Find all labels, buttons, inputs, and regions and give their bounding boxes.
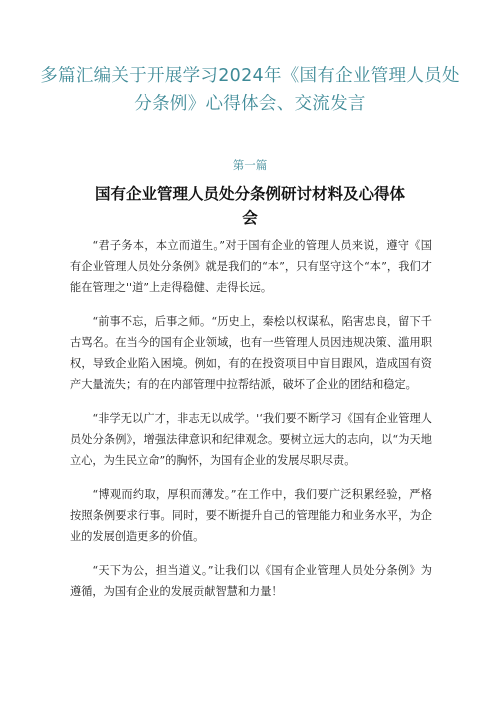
paragraph: “前事不忘，后事之师。“历史上，秦桧以权谋私，陷害忠良，留下千古骂名。在当今的国有企业领域，也有一些管理人员因违规决策、滥用职权，导致企业陷入困境。例如，有的在投资项目中盲目跟风，造成国有资产大量流失；有的在内部管理中拉帮结派，破坏了企业的团结和稳定。 [70, 315, 432, 391]
article-body [70, 235, 432, 615]
paragraph: “非学无以广才，非志无以成学。'‘我们要不断学习《国有企业管理人员处分条例》，增强法律意识和纪律观念。要树立远大的志向，以“为天地立心，为生民立命”的胸怀，为国有企业的发展尽职尽责。 [70, 412, 432, 467]
article-subtitle: 国有企业管理人员处分条例研讨材料及心得体会 [94, 185, 405, 227]
paragraph: “博观而约取，厚积而薄发。”在工作中，我们要广泛积累经验，严格按照条例要求行事。同时，要不断提升自己的管理能力和业务水平，为企业的发展创造更多的价值。 [70, 488, 432, 543]
paragraph: “君子务本，本立而道生。”对于国有企业的管理人员来说，遵守《国有企业管理人员处分条例》就是我们的“本”，只有坚守这个“本”，我们才能在管理之''道”上走得稳健、走得长远。 [70, 239, 432, 294]
document-title: 多篇汇编关于开展学习2024年《国有企业管理人员处分条例》心得体会、交流发言 [40, 66, 460, 114]
section-label: 第一篇 [232, 158, 268, 172]
paragraph: “天下为公，担当道义。”让我们以《国有企业管理人员处分条例》为遵循，为国有企业的发展贡献智慧和力量！ [70, 564, 432, 598]
